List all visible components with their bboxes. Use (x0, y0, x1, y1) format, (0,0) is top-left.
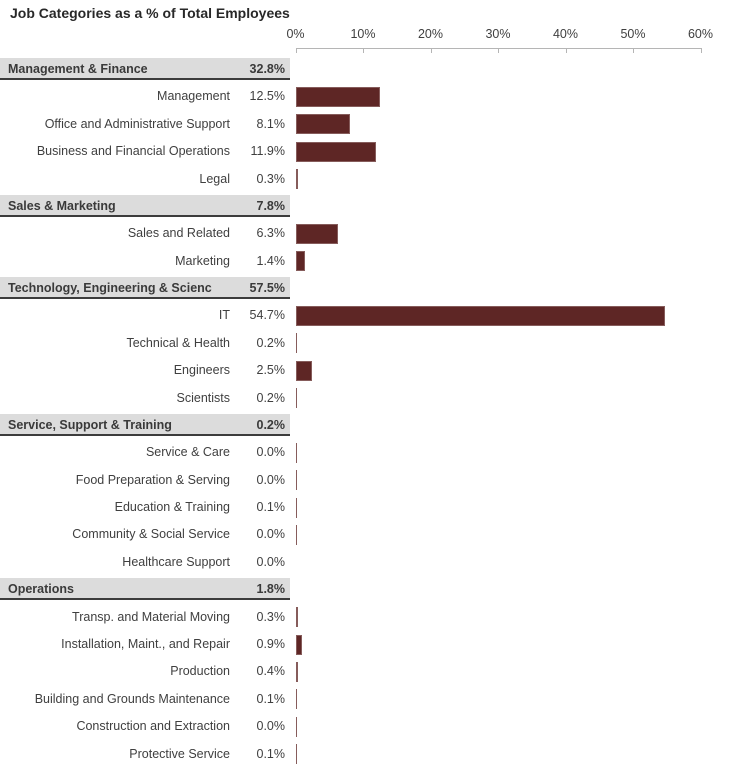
x-axis-tick-mark (296, 48, 297, 53)
category-bar[interactable] (296, 607, 298, 627)
category-value: 0.0% (256, 527, 285, 542)
group-header-value: 57.5% (249, 281, 285, 296)
category-row (0, 521, 731, 548)
group-header-box (0, 414, 290, 436)
group-header-value: 32.8% (249, 62, 285, 76)
category-label: Education & Training (114, 500, 230, 515)
category-value: 0.3% (256, 171, 285, 186)
group-header-value: 7.8% (256, 198, 285, 213)
group-header-box (0, 578, 290, 600)
category-bar[interactable] (296, 169, 298, 189)
category-bar[interactable] (296, 470, 298, 490)
category-row (0, 631, 731, 658)
category-row (0, 83, 731, 110)
category-value: 0.0% (256, 472, 285, 487)
category-value: 12.5% (249, 89, 285, 104)
category-value: 0.2% (256, 390, 285, 405)
category-label: Legal (199, 171, 230, 186)
category-label: IT (218, 308, 230, 323)
x-axis-tick-mark (701, 48, 702, 53)
chart-title: Job Categories as a % of Total Employees (10, 5, 290, 21)
category-label: Transp. and Material Moving (72, 609, 230, 624)
category-value: 2.5% (256, 363, 285, 378)
category-label: Sales and Related (127, 226, 230, 241)
x-axis-tick-mark (498, 48, 499, 53)
x-axis-tick-mark (363, 48, 364, 53)
category-value: 1.4% (256, 253, 285, 268)
category-value: 0.0% (256, 719, 285, 734)
category-value: 0.2% (256, 335, 285, 350)
group-header-label: Management & Finance (8, 62, 148, 76)
x-axis-tick-mark (566, 48, 567, 53)
category-value: 0.0% (256, 554, 285, 569)
category-value: 0.1% (256, 746, 285, 761)
category-bar[interactable] (296, 635, 302, 655)
group-header-label: Service, Support & Training (8, 417, 172, 432)
category-bar[interactable] (296, 251, 305, 271)
x-axis-tick-label: 40% (552, 27, 579, 41)
category-bar[interactable] (296, 224, 339, 244)
category-label: Management (157, 89, 230, 104)
category-label: Production (170, 664, 230, 679)
category-bar[interactable] (296, 443, 298, 463)
category-row (0, 385, 731, 412)
category-label: Business and Financial Operations (36, 144, 230, 159)
category-bar[interactable] (296, 744, 298, 764)
group-header-label: Sales & Marketing (8, 198, 116, 213)
category-bar[interactable] (296, 388, 298, 408)
category-value: 0.1% (256, 691, 285, 706)
category-label: Building and Grounds Maintenance (34, 691, 230, 706)
category-bar[interactable] (296, 333, 298, 353)
x-axis-tick-label: 0% (286, 27, 305, 41)
category-row (0, 302, 731, 329)
category-bar[interactable] (296, 114, 351, 134)
group-header-row (0, 193, 731, 220)
x-axis-tick-label: 30% (485, 27, 511, 41)
x-axis-tick-label: 20% (417, 27, 444, 41)
category-row (0, 111, 731, 138)
group-header-row (0, 576, 731, 603)
category-bar[interactable] (296, 498, 298, 518)
category-value: 0.9% (256, 636, 285, 651)
group-header-row (0, 56, 731, 83)
category-bar[interactable] (296, 662, 299, 682)
group-header-box (0, 58, 290, 80)
category-bar[interactable] (296, 87, 380, 107)
category-row (0, 330, 731, 357)
category-value: 6.3% (256, 226, 285, 241)
category-row (0, 604, 731, 631)
group-header-box (0, 277, 290, 299)
x-axis-tick-label: 60% (687, 27, 714, 41)
category-label: Construction and Extraction (76, 719, 230, 734)
group-header-row (0, 412, 731, 439)
group-header-value: 0.2% (256, 417, 285, 432)
category-row (0, 494, 731, 521)
category-label: Marketing (175, 253, 230, 268)
category-row (0, 220, 731, 247)
category-row (0, 713, 731, 740)
category-label: Community & Social Service (72, 527, 230, 542)
category-value: 54.7% (249, 308, 285, 323)
category-label: Office and Administrative Support (44, 116, 230, 131)
category-value: 0.4% (256, 664, 285, 679)
category-row (0, 138, 731, 165)
x-axis-tick-mark (633, 48, 634, 53)
category-value: 11.9% (250, 144, 285, 159)
category-label: Technical & Health (126, 335, 230, 350)
category-label: Healthcare Support (122, 554, 230, 569)
x-axis-tick-label: 50% (620, 27, 646, 41)
category-bar[interactable] (296, 525, 298, 545)
category-bar[interactable] (296, 689, 298, 709)
category-label: Protective Service (129, 746, 230, 761)
category-row (0, 357, 731, 384)
group-header-row (0, 275, 731, 302)
category-value: 0.1% (256, 500, 285, 515)
category-value: 0.3% (256, 609, 285, 624)
category-row (0, 467, 731, 494)
category-row (0, 248, 731, 275)
category-row (0, 741, 731, 768)
category-bar[interactable] (296, 361, 313, 381)
category-bar[interactable] (296, 717, 298, 737)
category-label: Installation, Maint., and Repair (61, 636, 230, 651)
category-bar[interactable] (296, 306, 665, 326)
category-value: 8.1% (256, 116, 285, 131)
category-value: 0.0% (256, 445, 285, 460)
group-header-label: Technology, Engineering & Scienc (8, 281, 212, 296)
category-label: Food Preparation & Serving (75, 472, 230, 487)
category-row (0, 439, 731, 466)
group-header-box (0, 195, 290, 217)
category-row (0, 549, 731, 576)
group-header-label: Operations (8, 582, 74, 597)
group-header-value: 1.8% (256, 582, 285, 597)
category-label: Scientists (176, 390, 230, 405)
category-bar[interactable] (296, 142, 376, 162)
x-axis-tick-label: 10% (350, 27, 376, 41)
x-axis-tick-mark (431, 48, 432, 53)
category-row (0, 658, 731, 685)
category-label: Engineers (173, 363, 230, 378)
category-row (0, 166, 731, 193)
category-label: Service & Care (145, 445, 230, 460)
category-row (0, 686, 731, 713)
